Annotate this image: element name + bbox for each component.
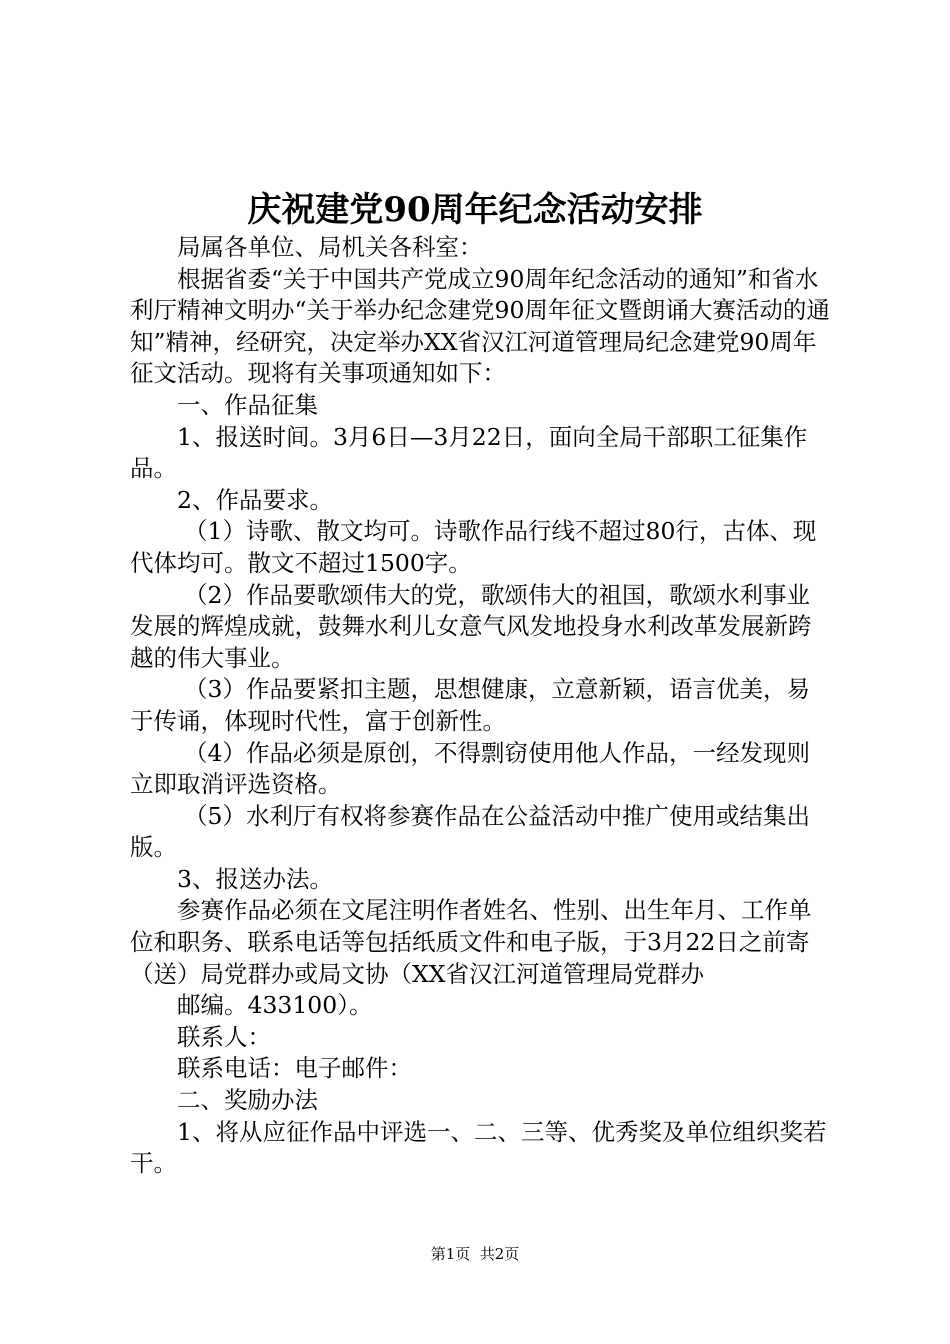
intro-paragraph: 根据省委“关于中国共产党成立90周年纪念活动的通知”和省水利厅精神文明办“关于举办纪念建党90周年征文暨朗诵大赛活动的通知”精神，经研究，决定举办XX省汉江河道管理局纪念建党90周年征文活动。现将有关事项通知如下： bbox=[130, 264, 830, 388]
salutation: 局属各单位、局机关各科室： bbox=[177, 233, 483, 261]
item-submission-time: 1、报送时间。3月6日—3月22日，面向全局干部职工征集作品。 bbox=[130, 422, 808, 483]
contact-person-line: 联系人： bbox=[177, 1022, 271, 1051]
requirement-4: （4）作品必须是原创，不得剽窃使用他人作品，一经发现则立即取消评选资格。 bbox=[130, 738, 810, 799]
requirement-2: （2）作品要歌颂伟大的党，歌颂伟大的祖国，歌颂水利事业发展的辉煌成就，鼓舞水利儿女意气风发地投身水利改革发展新跨越的伟大事业。 bbox=[130, 580, 812, 672]
requirement-5: （5）水利厅有权将参赛作品在公益活动中推广使用或结集出版。 bbox=[130, 801, 810, 862]
requirement-1: （1）诗歌、散文均可。诗歌作品行线不超过80行，古体、现代体均可。散文不超过1500字。 bbox=[130, 517, 817, 577]
contact-phone-email-line: 联系电话：电子邮件： bbox=[177, 1054, 412, 1083]
section-heading-collection: 一、作品征集 bbox=[177, 390, 318, 419]
award-item-1: 1、将从应征作品中评选一、二、三等、优秀奖及单位组织奖若干。 bbox=[130, 1117, 827, 1178]
document-title: 庆祝建党90周年纪念活动安排 bbox=[247, 190, 703, 230]
requirement-3: （3）作品要紧扣主题，思想健康，立意新颖，语言优美，易于传诵，体现时代性，富于创新性。 bbox=[130, 675, 810, 735]
item-requirements: 2、作品要求。 bbox=[177, 485, 333, 514]
item-submission-method: 3、报送办法。 bbox=[177, 864, 333, 893]
submission-method-paragraph: 参赛作品必须在文尾注明作者姓名、性别、出生年月、工作单位和职务、联系电话等包括纸质文件和电子版，于3月22日之前寄（送）局党群办或局文协（XX省汉江河道管理局党群办 bbox=[130, 896, 812, 988]
page-footer: 第1页 共2页 bbox=[430, 1245, 520, 1263]
document-body bbox=[130, 232, 830, 1180]
section-heading-awards: 二、奖励办法 bbox=[177, 1086, 318, 1115]
postal-code-line: 邮编。433100）。 bbox=[177, 991, 373, 1020]
